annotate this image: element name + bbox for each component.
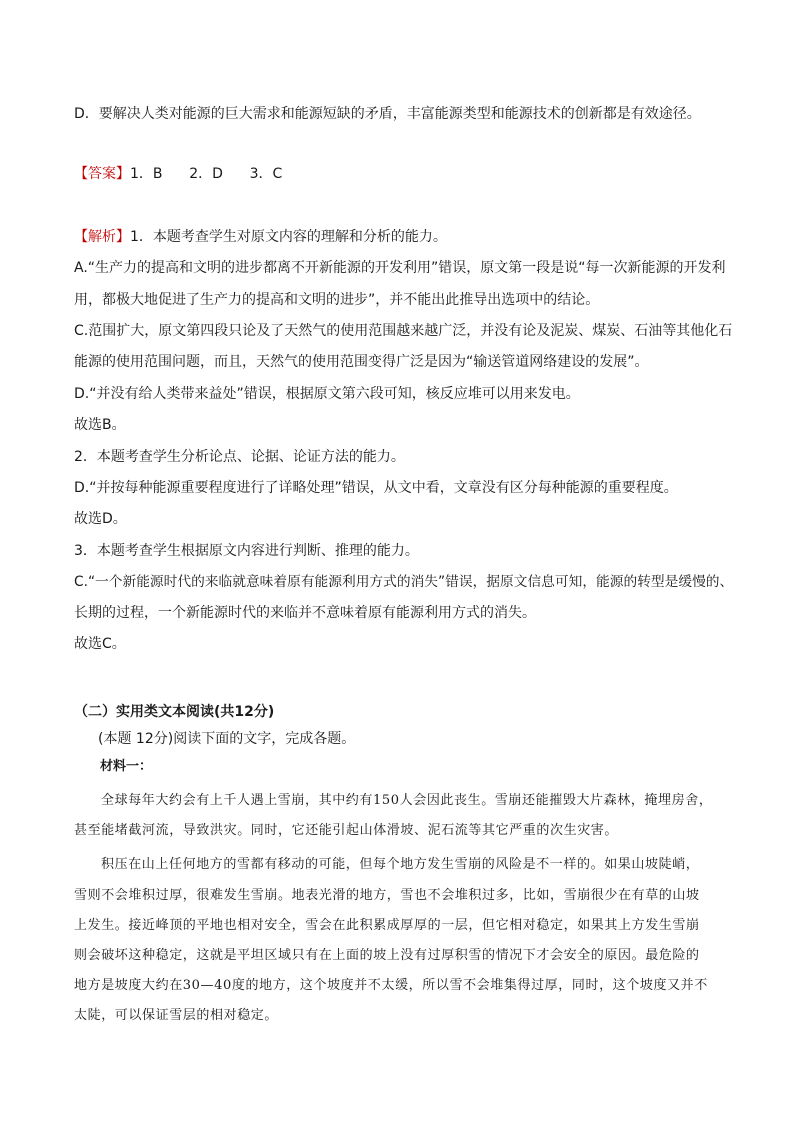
analysis-line-8: 2．本题考查学生分析论点、论据、论证方法的能力。	[74, 449, 405, 465]
material-paragraph-line-3: 积压在山上任何地方的雪都有移动的可能，但每个地方发生雪崩的风险是不一样的。如果山坡陡峭，	[101, 857, 700, 872]
analysis-line-4: C.范围扩大，原文第四段只论及了天然气的使用范围越来越广泛，并没有论及泥炭、煤炭、石油等其他化石	[74, 323, 733, 339]
answer-text: 1．B 2．D 3．C	[130, 166, 283, 182]
analysis-line-2: A.“生产力的提高和文明的进步都离不开新能源的开发利用”错误，原文第一段是说“每一次新能源的开发利	[74, 260, 726, 276]
analysis-line-5: 能源的使用范围问题，而且，天然气的使用范围变得广泛是因为“输送管道网络建设的发展”。	[74, 354, 649, 370]
option-d-text: D．要解决人类对能源的巨大需求和能源短缺的矛盾，丰富能源类型和能源技术的创新都是有效途径。	[74, 106, 701, 122]
analysis-line-1	[74, 227, 447, 247]
analysis-line-11: 3．本题考查学生根据原文内容进行判断、推理的能力。	[74, 543, 419, 559]
material-paragraph-line-7: 地方是坡度大约在30—40度的地方，这个坡度并不太缓，所以雪不会堆集得过厚，同时，这个坡度又并不	[74, 978, 708, 993]
analysis-label: 【解析】	[74, 229, 130, 245]
material-label: 材料一：	[100, 759, 153, 774]
section-title: （二）实用类文本阅读(共12分)	[74, 704, 275, 720]
analysis-line-7: 故选B。	[74, 417, 126, 433]
analysis-line-13: 长期的过程，一个新能源时代的来临并不意味着原有能源利用方式的消失。	[74, 605, 536, 621]
answer-line	[74, 164, 282, 184]
material-paragraph-line-4: 雪则不会堆积过厚，很难发生雪崩。地表光滑的地方，雪也不会堆积过多，比如，雪崩很少在有草的山坡	[74, 888, 700, 903]
material-paragraph-line-6: 则会破坏这种稳定，这就是平坦区域只有在上面的坡上没有过厚积雪的情况下才会安全的原因。最危险的	[74, 948, 700, 963]
analysis-line-12: C.“一个新能源时代的来临就意味着原有能源利用方式的消失”错误，据原文信息可知，能源的转型是缓慢的、	[74, 574, 734, 590]
analysis-line-10: 故选D。	[74, 511, 127, 527]
material-paragraph-line-8: 太陡，可以保证雪层的相对稳定。	[74, 1008, 279, 1023]
analysis-line-3: 用，都极大地促进了生产力的提高和文明的进步”，并不能出此推导出选项中的结论。	[74, 292, 600, 308]
analysis-line-6: D.“并没有给人类带来益处”错误，根据原文第六段可知，核反应堆可以用来发电。	[74, 386, 580, 402]
analysis-line-9: D.“并按每种能源重要程度进行了详略处理”错误，从文中看，文章没有区分每种能源的重要程度。	[74, 480, 678, 496]
material-paragraph-line-2: 甚至能堵截河流，导致洪灾。同时，它还能引起山体滑坡、泥石流等其它严重的次生灾害。	[74, 823, 619, 838]
section-instruction: (本题 12分)阅读下面的文字，完成各题。	[98, 731, 356, 747]
material-paragraph-line-1: 全球每年大约会有上千人遇上雪崩，其中约有150人会因此丧生。雪崩还能摧毁大片森林，掩埋房舍，	[101, 793, 713, 808]
analysis-text-0: 1．本题考查学生对原文内容的理解和分析的能力。	[130, 229, 447, 245]
material-paragraph-line-5: 上发生。接近峰顶的平地也相对安全，雪会在此积累成厚厚的一层，但它相对稳定，如果其上方发生雪崩	[74, 918, 700, 933]
answer-label: 【答案】	[74, 166, 130, 182]
analysis-line-14: 故选C。	[74, 636, 126, 652]
